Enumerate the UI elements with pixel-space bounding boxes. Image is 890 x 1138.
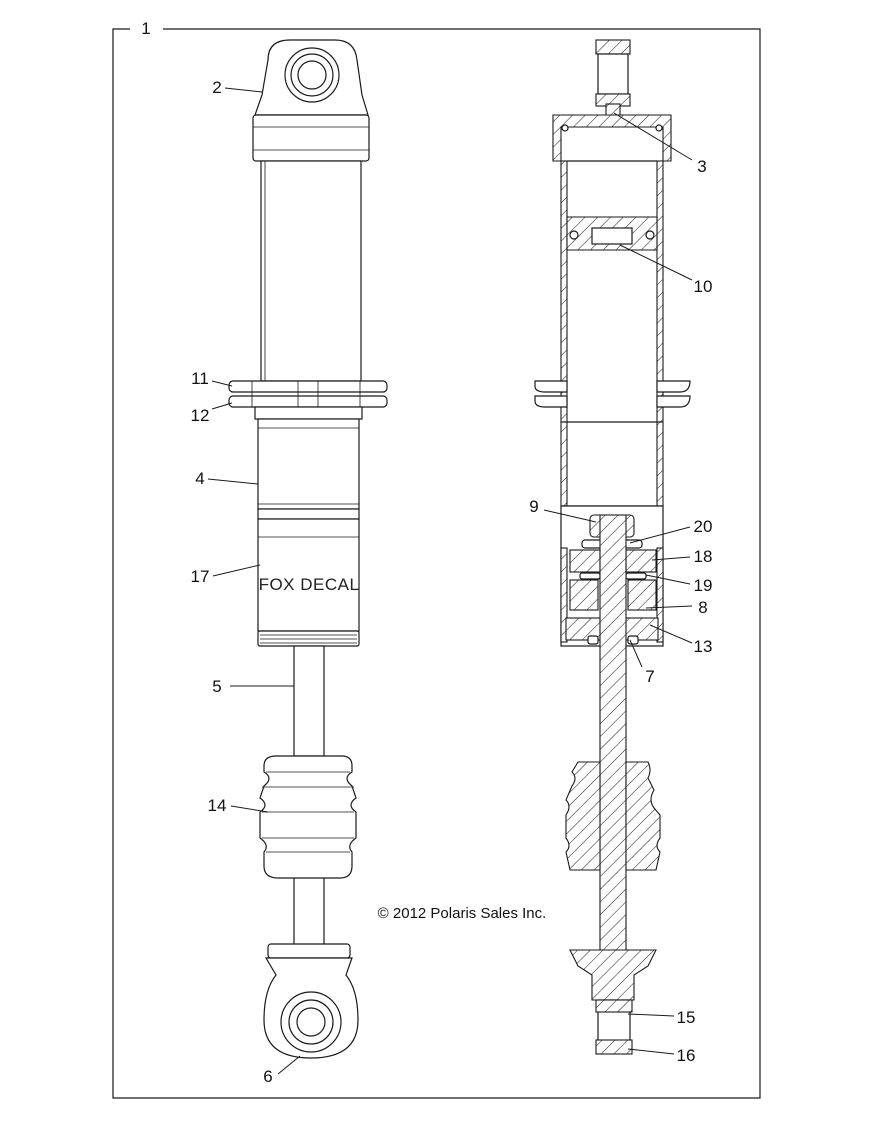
body-sleeve <box>258 419 359 509</box>
callout-16: 16 <box>676 1046 696 1065</box>
callout-20: 20 <box>693 517 713 536</box>
section-bottom-eyelet <box>570 950 656 1054</box>
callout-6: 6 <box>263 1067 273 1086</box>
collar-ring <box>255 407 362 419</box>
shock-cross-section-view <box>535 40 690 1054</box>
callout-5: 5 <box>212 677 222 696</box>
callout-12: 12 <box>190 406 210 425</box>
callout-4: 4 <box>195 469 205 488</box>
top-eyelet <box>255 40 368 115</box>
callout-19: 19 <box>693 576 713 595</box>
callout-15: 15 <box>676 1008 696 1027</box>
section-top-cap <box>553 115 671 161</box>
callout-10: 10 <box>693 277 713 296</box>
fox-decal-text: FOX DECAL <box>258 575 360 594</box>
callout-13: 13 <box>693 637 713 656</box>
callout-7: 7 <box>645 667 655 686</box>
callout-11: 11 <box>191 369 209 388</box>
callout-18: 18 <box>693 547 713 566</box>
callout-14: 14 <box>207 796 227 815</box>
body-tube <box>261 161 361 381</box>
callout-17: 17 <box>190 567 210 586</box>
callout-8: 8 <box>698 598 708 617</box>
callout-3: 3 <box>697 157 707 176</box>
decal-sleeve <box>258 509 359 646</box>
top-cap <box>253 115 369 161</box>
callout-2: 2 <box>212 78 222 97</box>
callout-9: 9 <box>529 497 539 516</box>
bump-stop <box>260 756 356 878</box>
shock-exterior-view <box>229 40 387 1058</box>
copyright-notice: © 2012 Polaris Sales Inc. <box>377 905 547 922</box>
callout-1: 1 <box>141 19 151 38</box>
spring-collars <box>229 381 387 407</box>
section-top-eyelet <box>596 40 630 120</box>
section-floating-piston <box>567 217 657 250</box>
bottom-eyelet <box>264 944 358 1058</box>
section-spring-collars <box>535 381 690 407</box>
section-cylinder <box>561 161 663 506</box>
